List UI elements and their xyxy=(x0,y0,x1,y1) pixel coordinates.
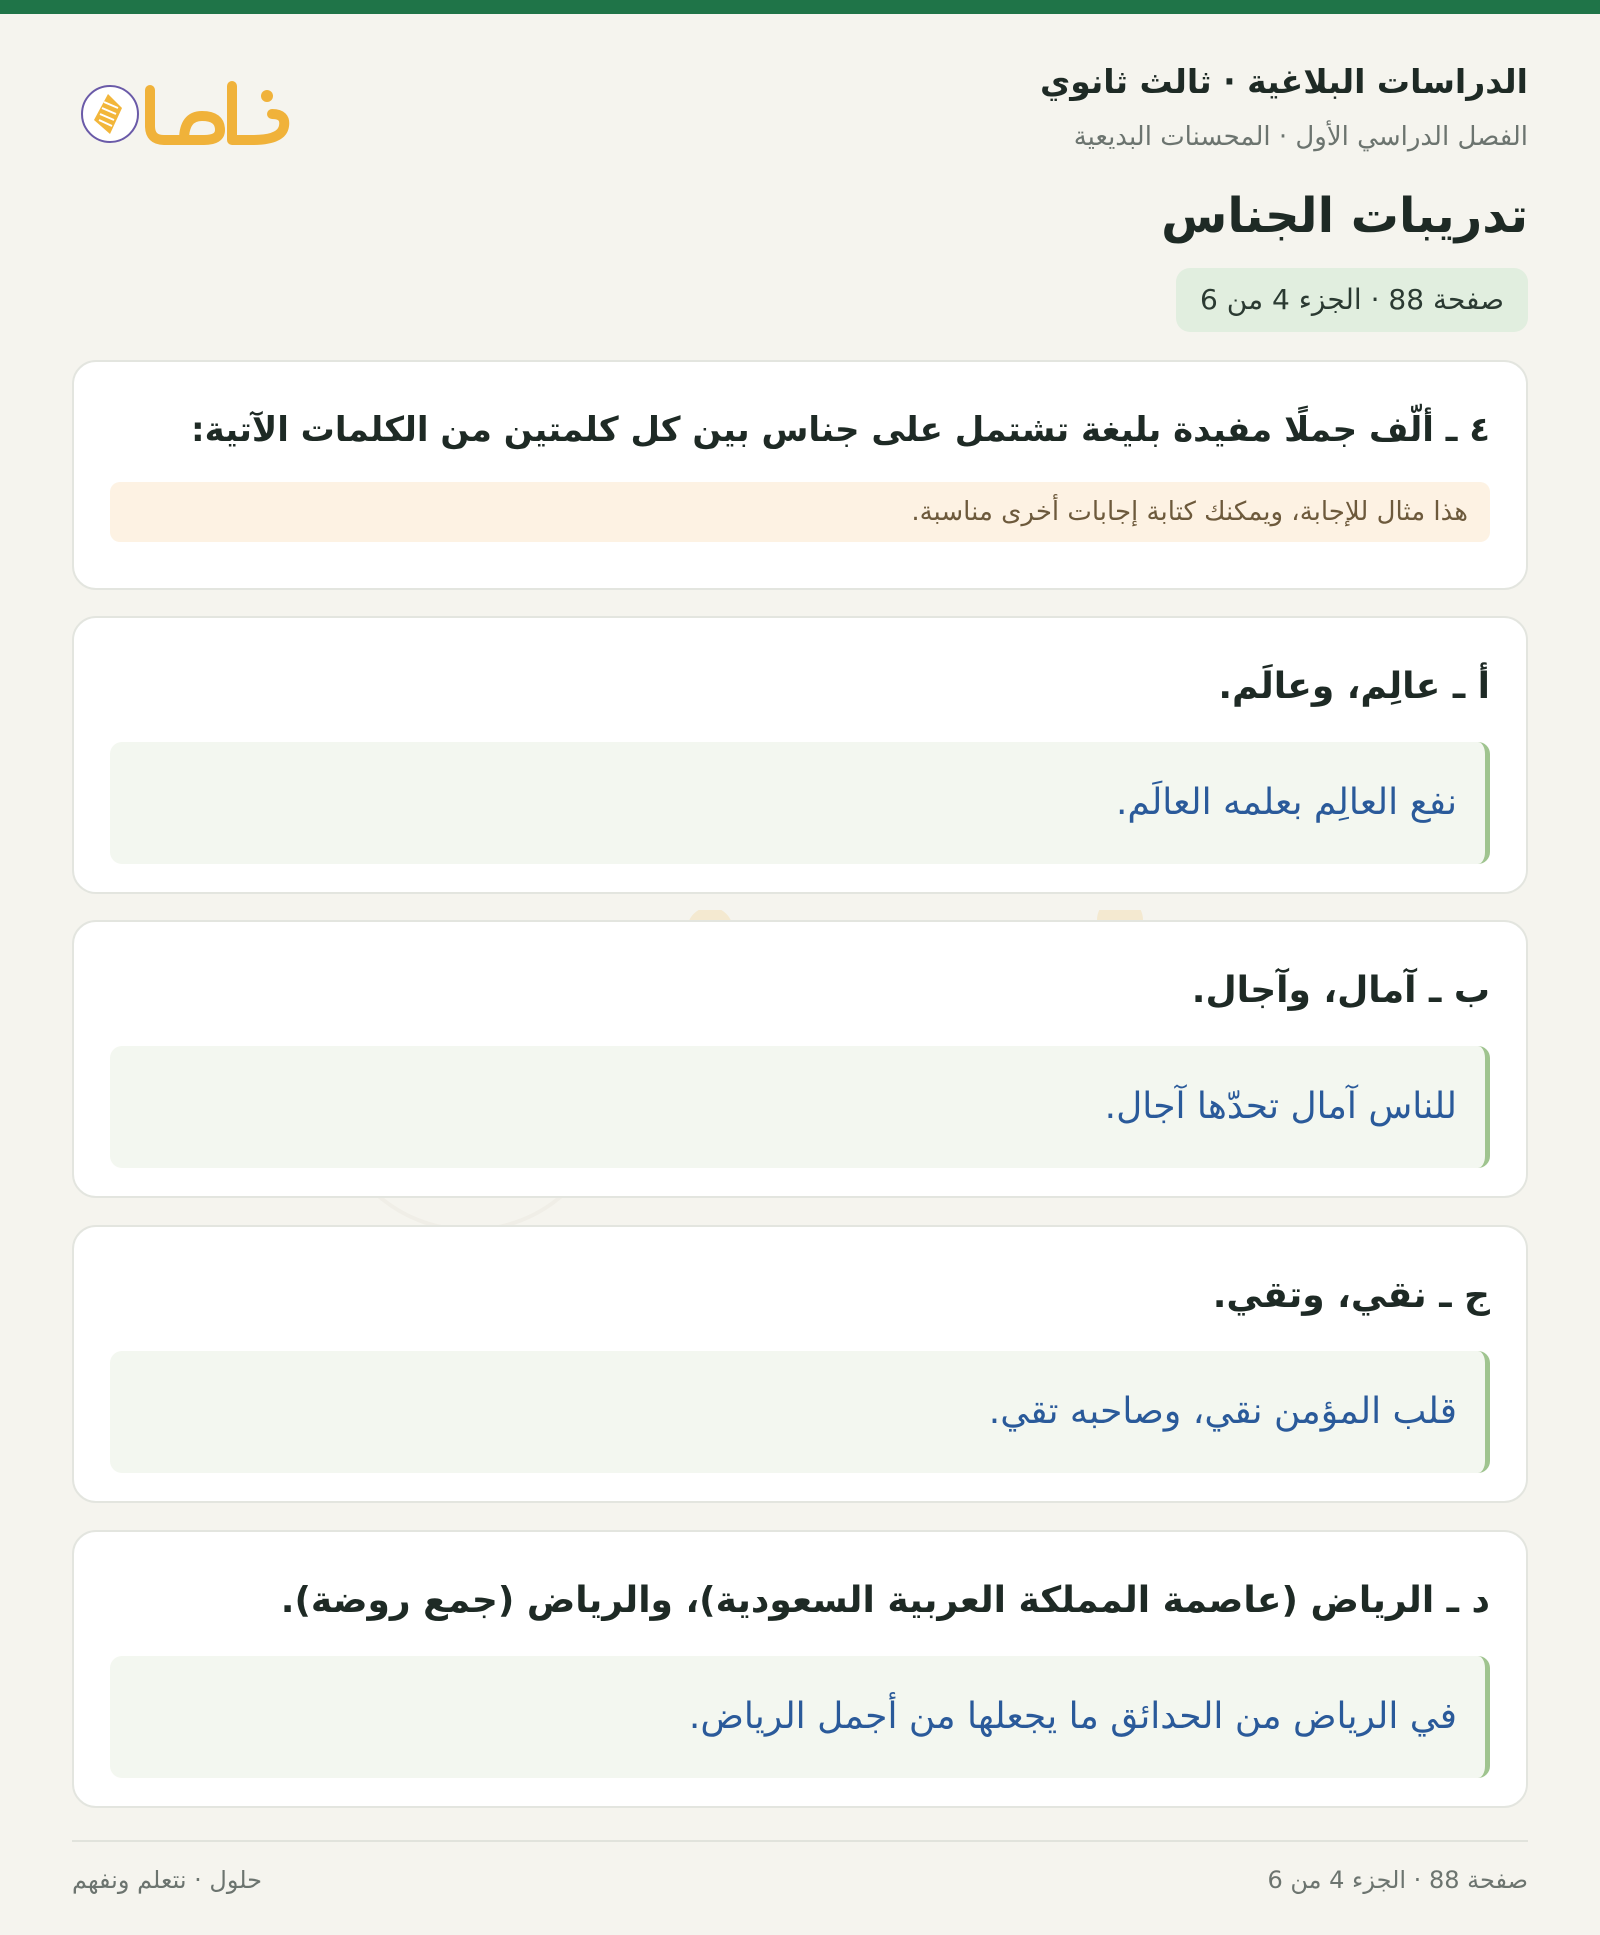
footer-page-info: صفحة 88 · الجزء 4 من 6 xyxy=(1267,1866,1528,1894)
question-title: ٤ ـ ألّف جملًا مفيدة بليغة تشتمل على جناس بين كل كلمتين من الكلمات الآتية: xyxy=(191,410,1490,450)
hulul-logo xyxy=(72,74,302,154)
course-subtitle: الفصل الدراسي الأول · المحسنات البديعية xyxy=(1073,122,1528,152)
item-card-d xyxy=(72,1530,1528,1808)
answer-box: قلب المؤمن نقي، وصاحبه تقي. xyxy=(110,1351,1490,1473)
footer-divider xyxy=(72,1840,1528,1842)
footer-brand: حلول · نتعلم ونفهم xyxy=(72,1866,262,1894)
item-card-b xyxy=(72,920,1528,1198)
item-label: ب ـ آمال، وآجال. xyxy=(1191,970,1490,1011)
top-accent-bar xyxy=(0,0,1600,14)
answer-box: في الرياض من الحدائق ما يجعلها من أجمل الرياض. xyxy=(110,1656,1490,1778)
item-label: أ ـ عالِم، وعالَم. xyxy=(1218,666,1490,707)
page-title: تدريبات الجناس xyxy=(1161,188,1528,244)
answer-note: هذا مثال للإجابة، ويمكنك كتابة إجابات أخرى مناسبة. xyxy=(110,482,1490,542)
answer-box: نفع العالِم بعلمه العالَم. xyxy=(110,742,1490,864)
item-card-a xyxy=(72,616,1528,894)
item-label: ج ـ نقي، وتقي. xyxy=(1212,1275,1490,1316)
item-label: د ـ الرياض (عاصمة المملكة العربية السعودية)، والرياض (جمع روضة). xyxy=(280,1580,1490,1621)
course-title: الدراسات البلاغية · ثالث ثانوي xyxy=(1039,62,1528,101)
item-card-c xyxy=(72,1225,1528,1503)
answer-box: للناس آمال تحدّها آجال. xyxy=(110,1046,1490,1168)
page-header xyxy=(72,62,1528,172)
question-card xyxy=(72,360,1528,590)
page-badge: صفحة 88 · الجزء 4 من 6 xyxy=(1176,268,1528,332)
